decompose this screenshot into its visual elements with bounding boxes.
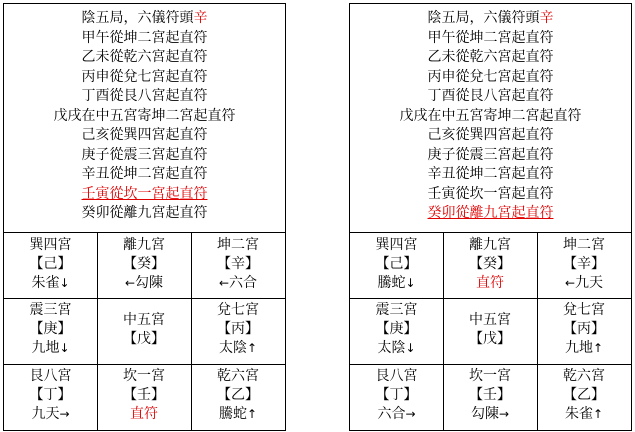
header-line bbox=[4, 185, 285, 205]
header-line-text: 乙未從乾六宮起直符 bbox=[81, 49, 208, 65]
palace-name: 巽四宮 bbox=[29, 237, 72, 253]
header-line-highlight: 辛 bbox=[193, 10, 208, 26]
palace-name: 離九宮 bbox=[123, 237, 165, 253]
header-line-text: 庚子從震三宮起直符 bbox=[81, 146, 208, 163]
header-line-text: 戊戌在中五宮寄坤二宮起直符 bbox=[399, 107, 582, 124]
header-line bbox=[350, 87, 631, 107]
palace-stem: 【己】 bbox=[29, 256, 72, 272]
palace-god bbox=[537, 339, 631, 358]
grid-divider bbox=[191, 233, 192, 430]
grid-divider bbox=[350, 364, 631, 365]
palace-cell bbox=[97, 298, 191, 364]
header-line-text: 己亥從巽四宮起直符 bbox=[81, 127, 208, 143]
grid-divider bbox=[443, 233, 444, 430]
palace-stem: 【辛】 bbox=[563, 256, 605, 272]
direction-arrow-icon: ↓ bbox=[405, 276, 416, 290]
header-block bbox=[4, 4, 285, 233]
direction-arrow-icon: → bbox=[405, 407, 416, 421]
palace-name: 乾六宮 bbox=[563, 368, 605, 384]
header-block bbox=[350, 4, 631, 233]
palace-cell bbox=[443, 298, 537, 364]
palace-god-text: 九天 bbox=[575, 275, 604, 291]
header-line-highlight: 辛 bbox=[539, 10, 554, 26]
palace-name: 巽四宮 bbox=[375, 237, 418, 253]
header-line-text: 乙未從乾六宮起直符 bbox=[427, 49, 554, 65]
palace-stem: 【丙】 bbox=[563, 321, 605, 337]
palace-name: 震三宮 bbox=[29, 302, 72, 318]
direction-arrow-icon: ← bbox=[124, 276, 136, 290]
header-line bbox=[350, 48, 631, 68]
header-line bbox=[4, 146, 285, 166]
header-line-text: 陰五局，六儀符頭 bbox=[81, 10, 194, 26]
palace-stem: 【丁】 bbox=[375, 387, 418, 403]
palace-cell bbox=[537, 233, 631, 298]
palace-name: 離九宮 bbox=[469, 237, 511, 253]
palace-name: 艮八宮 bbox=[375, 368, 418, 384]
palace-cell bbox=[191, 233, 285, 298]
palace-stem: 【乙】 bbox=[563, 387, 605, 403]
palace-god bbox=[4, 274, 97, 293]
palace-stem: 【丙】 bbox=[217, 321, 259, 337]
header-line-text: 丙申從兌七宮起直符 bbox=[81, 68, 208, 85]
direction-arrow-icon: ↓ bbox=[59, 341, 70, 355]
palace-god bbox=[537, 274, 631, 293]
palace-god bbox=[191, 405, 285, 424]
header-line bbox=[4, 48, 285, 68]
header-line-text: 戊戌在中五宮寄坤二宮起直符 bbox=[53, 107, 236, 124]
direction-arrow-icon: ↓ bbox=[405, 341, 416, 355]
direction-arrow-icon: → bbox=[498, 407, 510, 421]
header-line bbox=[4, 126, 285, 146]
palace-god bbox=[4, 339, 97, 358]
header-line bbox=[350, 146, 631, 166]
palace-god-text: 九天 bbox=[31, 406, 60, 422]
palace-god-text: 騰蛇 bbox=[377, 275, 406, 291]
palace-god bbox=[350, 405, 443, 424]
palace-stem: 【癸】 bbox=[123, 256, 165, 272]
header-line bbox=[4, 165, 285, 185]
chart-frame bbox=[3, 3, 286, 431]
palace-god bbox=[443, 405, 537, 424]
palace-stem: 【戊】 bbox=[469, 331, 511, 347]
palace-cell bbox=[4, 233, 97, 298]
palace-name: 中五宮 bbox=[469, 312, 511, 328]
header-line bbox=[350, 29, 631, 49]
header-line bbox=[4, 9, 285, 29]
grid-divider bbox=[4, 298, 285, 299]
header-line-text: 辛丑從坤二宮起直符 bbox=[427, 166, 554, 182]
header-line-text: 己亥從巽四宮起直符 bbox=[427, 127, 554, 143]
palace-cell bbox=[537, 298, 631, 364]
palace-stem: 【戊】 bbox=[123, 331, 165, 347]
palace-god bbox=[191, 274, 285, 293]
direction-arrow-icon: ↑ bbox=[592, 341, 604, 355]
header-line bbox=[4, 68, 285, 88]
palace-cell bbox=[4, 364, 97, 430]
palace-god bbox=[97, 274, 191, 293]
palace-stem: 【癸】 bbox=[469, 256, 511, 272]
grid-divider bbox=[350, 298, 631, 299]
direction-arrow-icon: → bbox=[59, 407, 70, 421]
palace-god-text: 六合 bbox=[229, 275, 258, 291]
palace-stem: 【庚】 bbox=[375, 321, 418, 337]
palace-god-text: 直符 bbox=[476, 275, 504, 291]
grid-divider bbox=[537, 233, 538, 430]
palace-cell bbox=[350, 298, 443, 364]
palace-stem: 【庚】 bbox=[29, 321, 72, 337]
palace-god-text: 九地 bbox=[31, 340, 60, 356]
palace-cell bbox=[443, 364, 537, 430]
palace-god-text: 六合 bbox=[377, 406, 406, 422]
palace-grid bbox=[350, 233, 631, 430]
palace-cell bbox=[97, 233, 191, 298]
palace-god bbox=[537, 405, 631, 424]
header-line bbox=[350, 185, 631, 205]
palace-stem: 【壬】 bbox=[469, 387, 511, 403]
palace-name: 兌七宮 bbox=[563, 302, 605, 318]
header-line bbox=[4, 204, 285, 224]
direction-arrow-icon: ↑ bbox=[246, 407, 258, 421]
palace-god-text: 勾陳 bbox=[470, 406, 499, 422]
header-line bbox=[4, 29, 285, 49]
grid-divider bbox=[4, 364, 285, 365]
palace-name: 坎一宮 bbox=[469, 368, 511, 384]
header-line-text: 辛丑從坤二宮起直符 bbox=[81, 166, 208, 182]
header-line-text: 甲午從坤二宮起直符 bbox=[427, 29, 554, 46]
palace-god-text: 朱雀 bbox=[31, 275, 60, 291]
palace-name: 艮八宮 bbox=[29, 368, 72, 384]
palace-name: 震三宮 bbox=[375, 302, 418, 318]
palace-god-text: 九地 bbox=[564, 340, 593, 356]
header-line-text: 壬寅從坎一宮起直符 bbox=[81, 185, 208, 202]
direction-arrow-icon: ← bbox=[218, 276, 230, 290]
palace-stem: 【壬】 bbox=[123, 387, 165, 403]
grid-divider bbox=[97, 233, 98, 430]
palace-god bbox=[350, 339, 443, 358]
palace-god-text: 直符 bbox=[130, 406, 158, 422]
palace-cell bbox=[4, 298, 97, 364]
palace-name: 坤二宮 bbox=[217, 237, 259, 253]
palace-name: 坤二宮 bbox=[563, 237, 605, 253]
palace-god-text: 朱雀 bbox=[564, 406, 593, 422]
palace-cell bbox=[537, 364, 631, 430]
palace-god bbox=[350, 274, 443, 293]
palace-god-text: 勾陳 bbox=[135, 275, 164, 291]
header-line-text: 庚子從震三宮起直符 bbox=[427, 146, 554, 163]
header-line bbox=[350, 204, 631, 224]
header-line-text: 丙申從兌七宮起直符 bbox=[427, 68, 554, 85]
header-line bbox=[4, 107, 285, 127]
chart-frame bbox=[349, 3, 632, 431]
palace-god bbox=[191, 339, 285, 358]
header-line-text: 癸卯從離九宮起直符 bbox=[81, 205, 208, 221]
palace-god bbox=[443, 274, 537, 293]
palace-god bbox=[97, 405, 191, 424]
palace-cell bbox=[443, 233, 537, 298]
palace-name: 中五宮 bbox=[123, 312, 165, 328]
header-line bbox=[4, 87, 285, 107]
palace-stem: 【乙】 bbox=[217, 387, 259, 403]
header-line-text: 壬寅從坎一宮起直符 bbox=[427, 185, 554, 202]
palace-god bbox=[4, 405, 97, 424]
chart-panel-left bbox=[3, 3, 286, 431]
header-line bbox=[350, 68, 631, 88]
chart-panel-right bbox=[349, 3, 632, 431]
palace-cell bbox=[97, 364, 191, 430]
direction-arrow-icon: ↑ bbox=[246, 341, 258, 355]
palace-name: 乾六宮 bbox=[217, 368, 259, 384]
palace-name: 坎一宮 bbox=[123, 368, 165, 384]
header-line-text: 陰五局，六儀符頭 bbox=[427, 10, 540, 26]
header-line-text: 甲午從坤二宮起直符 bbox=[81, 29, 208, 46]
direction-arrow-icon: ↓ bbox=[59, 276, 70, 290]
palace-stem: 【己】 bbox=[375, 256, 418, 272]
header-line-text: 癸卯從離九宮起直符 bbox=[427, 205, 554, 221]
palace-cell bbox=[350, 233, 443, 298]
header-line bbox=[350, 9, 631, 29]
palace-stem: 【丁】 bbox=[29, 387, 72, 403]
palace-god-text: 太陰 bbox=[377, 340, 406, 356]
palace-god-text: 騰蛇 bbox=[218, 406, 247, 422]
header-line bbox=[350, 107, 631, 127]
palace-stem: 【辛】 bbox=[217, 256, 259, 272]
palace-cell bbox=[350, 364, 443, 430]
header-line-text: 丁酉從艮八宮起直符 bbox=[427, 88, 554, 104]
palace-god-text: 太陰 bbox=[218, 340, 247, 356]
header-line bbox=[350, 126, 631, 146]
palace-name: 兌七宮 bbox=[217, 302, 259, 318]
palace-cell bbox=[191, 298, 285, 364]
palace-cell bbox=[191, 364, 285, 430]
header-line bbox=[350, 165, 631, 185]
palace-grid bbox=[4, 233, 285, 430]
direction-arrow-icon: ↑ bbox=[592, 407, 604, 421]
direction-arrow-icon: ← bbox=[564, 276, 576, 290]
header-line-text: 丁酉從艮八宮起直符 bbox=[81, 88, 208, 104]
